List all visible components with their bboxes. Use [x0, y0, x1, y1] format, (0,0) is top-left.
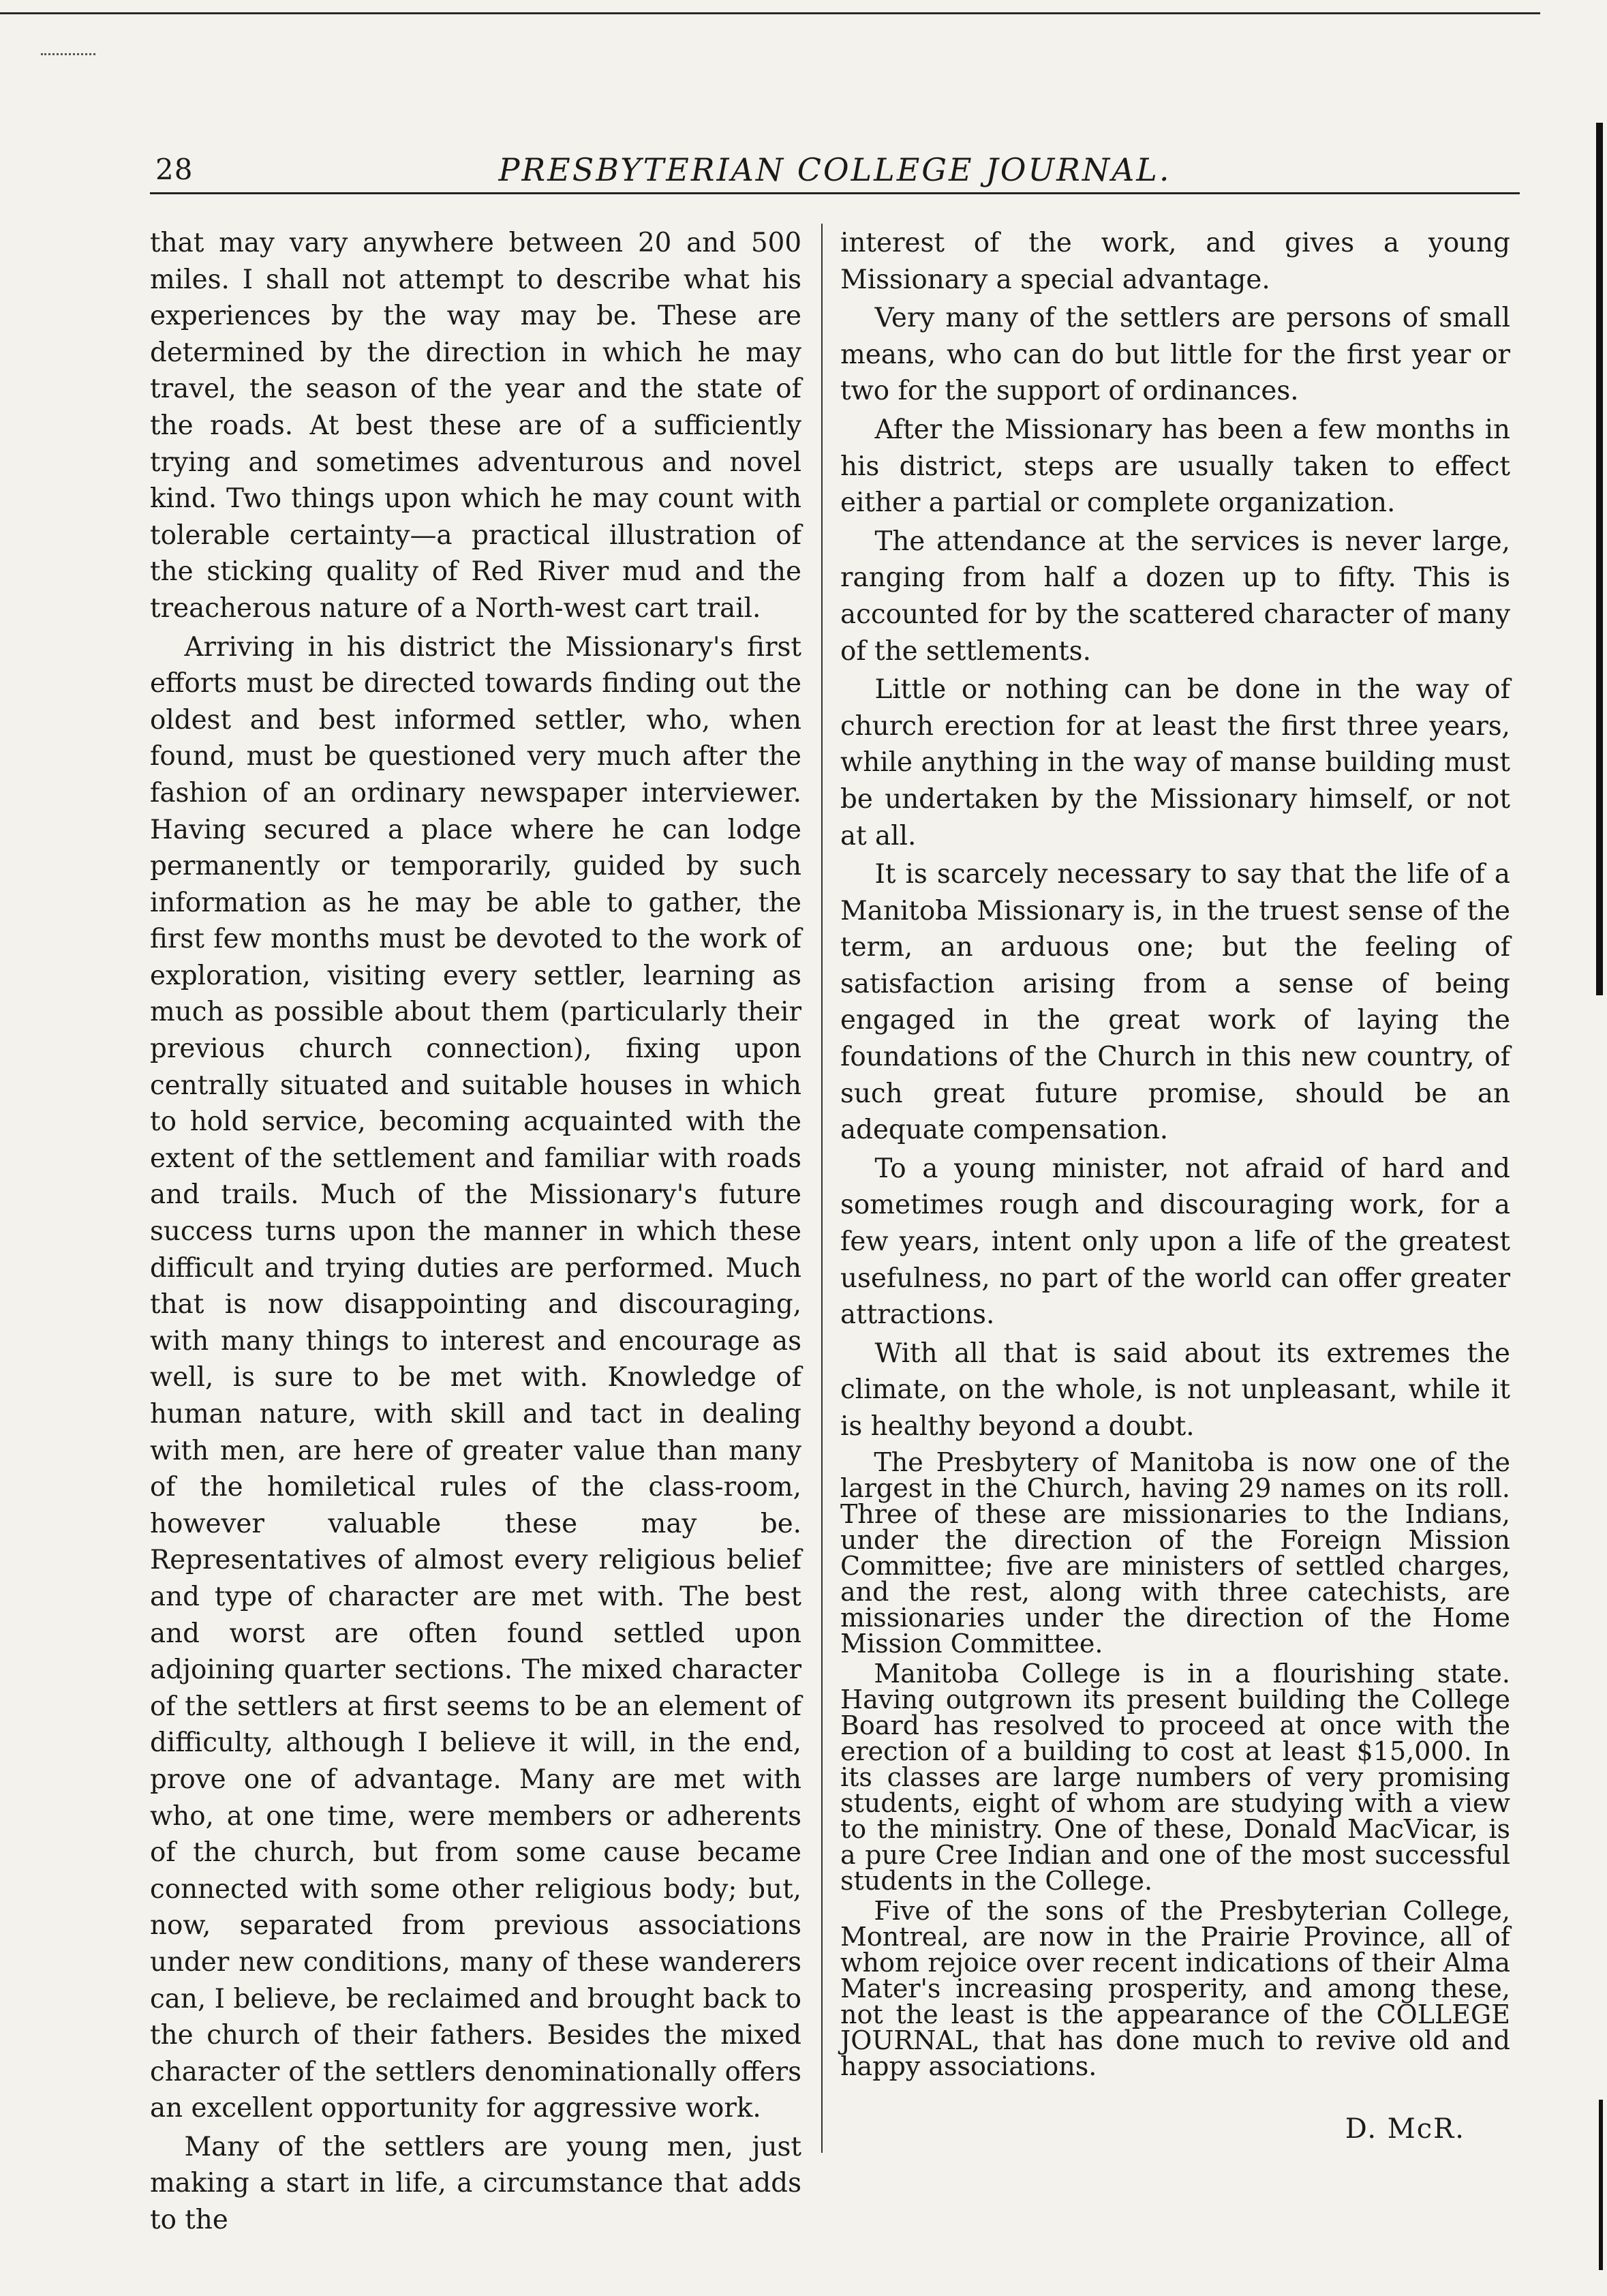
paragraph: Little or nothing can be done in the way of church erection for at least the first three years, while anything in the way of manse building must be undertaken by the Missionary himself, or not at all. [840, 674, 1510, 851]
paragraph: It is scarcely necessary to say that the life of a Manitoba Missionary is, in the truest sense of the term, an arduous one; but the feeling of satisfaction arising from a sense of being engaged in the great work of laying the foundations of the Church in this new country, of such great future promise, should be an adequate compensation. [840, 859, 1510, 1146]
journal-title: PRESBYTERIAN COLLEGE JOURNAL. [498, 151, 1172, 188]
header-rule [150, 192, 1520, 194]
author-signature: D. McR. [1345, 2113, 1465, 2145]
paragraph: Very many of the settlers are persons of small means, who can do but little for the first year or two for the support of ordinances. [840, 303, 1510, 407]
right-column [840, 225, 1510, 2079]
page-header [150, 145, 1520, 199]
journal-page [150, 0, 1520, 2296]
left-column [150, 225, 801, 2239]
paragraph: After the Missionary has been a few months in his district, steps are usually taken to effect either a partial or complete organization. [840, 414, 1510, 519]
page-number: 28 [155, 153, 194, 186]
scan-edge-shadow-lower [1599, 2100, 1603, 2270]
paragraph: interest of the work, and gives a young Missionary a special advantage. [840, 228, 1510, 295]
paragraph: To a young minister, not afraid of hard and sometimes rough and discouraging work, for a few years, intent only upon a life of the greatest usefulness, no part of the world can offer greater attractions. [840, 1153, 1510, 1331]
paragraph: With all that is said about its extremes the climate, on the whole, is not unpleasant, while it is healthy beyond a doubt. [840, 1338, 1510, 1442]
paragraph: Manitoba College is in a flourishing state. Having outgrown its present building the College Board has resolved to proceed at once with the erection of a building to cost at least $15,000. In its classes are large numbers of very promising students, eight of whom are studying with a view to the ministry. One of these, Donald MacVicar, is a pure Cree Indian and one of the most successful students in the College. [840, 1658, 1510, 1896]
scan-edge-shadow [1596, 123, 1603, 995]
scan-mark [41, 53, 95, 55]
paragraph: Arriving in his district the Missionary's first efforts must be directed towards finding out the oldest and best informed settler, who, when found, must be questioned very much after the fashion of an ordinary newspaper interviewer. Having secured a place where he can lodge permanently or temporarily, guided by such information as he may be able to gather, the first few months must be devoted to the work of exploration, visiting every settler, learning as much as possible about them (particularly their previous church connection), fixing upon centrally situated and suitable houses in which to hold service, becoming acquainted with the extent of the settlement and familiar with roads and trails. Much of the Missionary's future success turns upon the manner in which these difficult and trying duties are performed. Much that is now disappointing and discouraging, with many things to interest and encourage as well, is sure to be met with. Knowledge of human nature, with skill and tact in dealing with men, are here of greater value than many of the homiletical rules of the class-room, however valuable these may be. Representatives of almost every religious belief and type of character are met with. The best and worst are often found settled upon adjoining quarter sections. The mixed character of the settlers at first seems to be an element of difficulty, although I believe it will, in the end, prove one of advantage. Many are met with who, at one time, were members or adherents of the church, but from some cause became connected with some other religious body; but, now, separated from previous associations under new conditions, many of these wanderers can, I believe, be reclaimed and brought back to the church of their fathers. Besides the mixed character of the settlers denominationally offers an excellent opportunity for aggressive work. [150, 631, 801, 2124]
paragraph: The attendance at the services is never large, ranging from half a dozen up to fifty. This is accounted for by the scattered character of many of the settlements. [840, 526, 1510, 667]
paragraph: Five of the sons of the Presbyterian College, Montreal, are now in the Prairie Province, all of whom rejoice over recent indications of their Alma Mater's increasing prosperity, and among these, not the least is the appearance of the COLLEGE JOURNAL, that has done much to revive old and happy associations. [840, 1895, 1510, 2081]
paragraph: Many of the settlers are young men, just making a start in life, a circumstance that adds to the [150, 2131, 801, 2236]
paragraph: The Presbytery of Manitoba is now one of the largest in the Church, having 29 names on its roll. Three of these are missionaries to the Indians, under the direction of the Foreign Mission Committee; five are ministers of settled charges, and the rest, along with three catechists, are missionaries under the direction of the Home Mission Committee. [840, 1447, 1510, 1659]
column-divider [821, 224, 823, 2153]
paragraph: that may vary anywhere between 20 and 500 miles. I shall not attempt to describe what his experiences by the way may be. These are determined by the direction in which he may travel, the season of the year and the state of the roads. At best these are of a sufficiently trying and sometimes adventurous and novel kind. Two things upon which he may count with tolerable certainty—a practical illustration of the sticking quality of Red River mud and the treacherous nature of a North-west cart trail. [150, 228, 801, 624]
